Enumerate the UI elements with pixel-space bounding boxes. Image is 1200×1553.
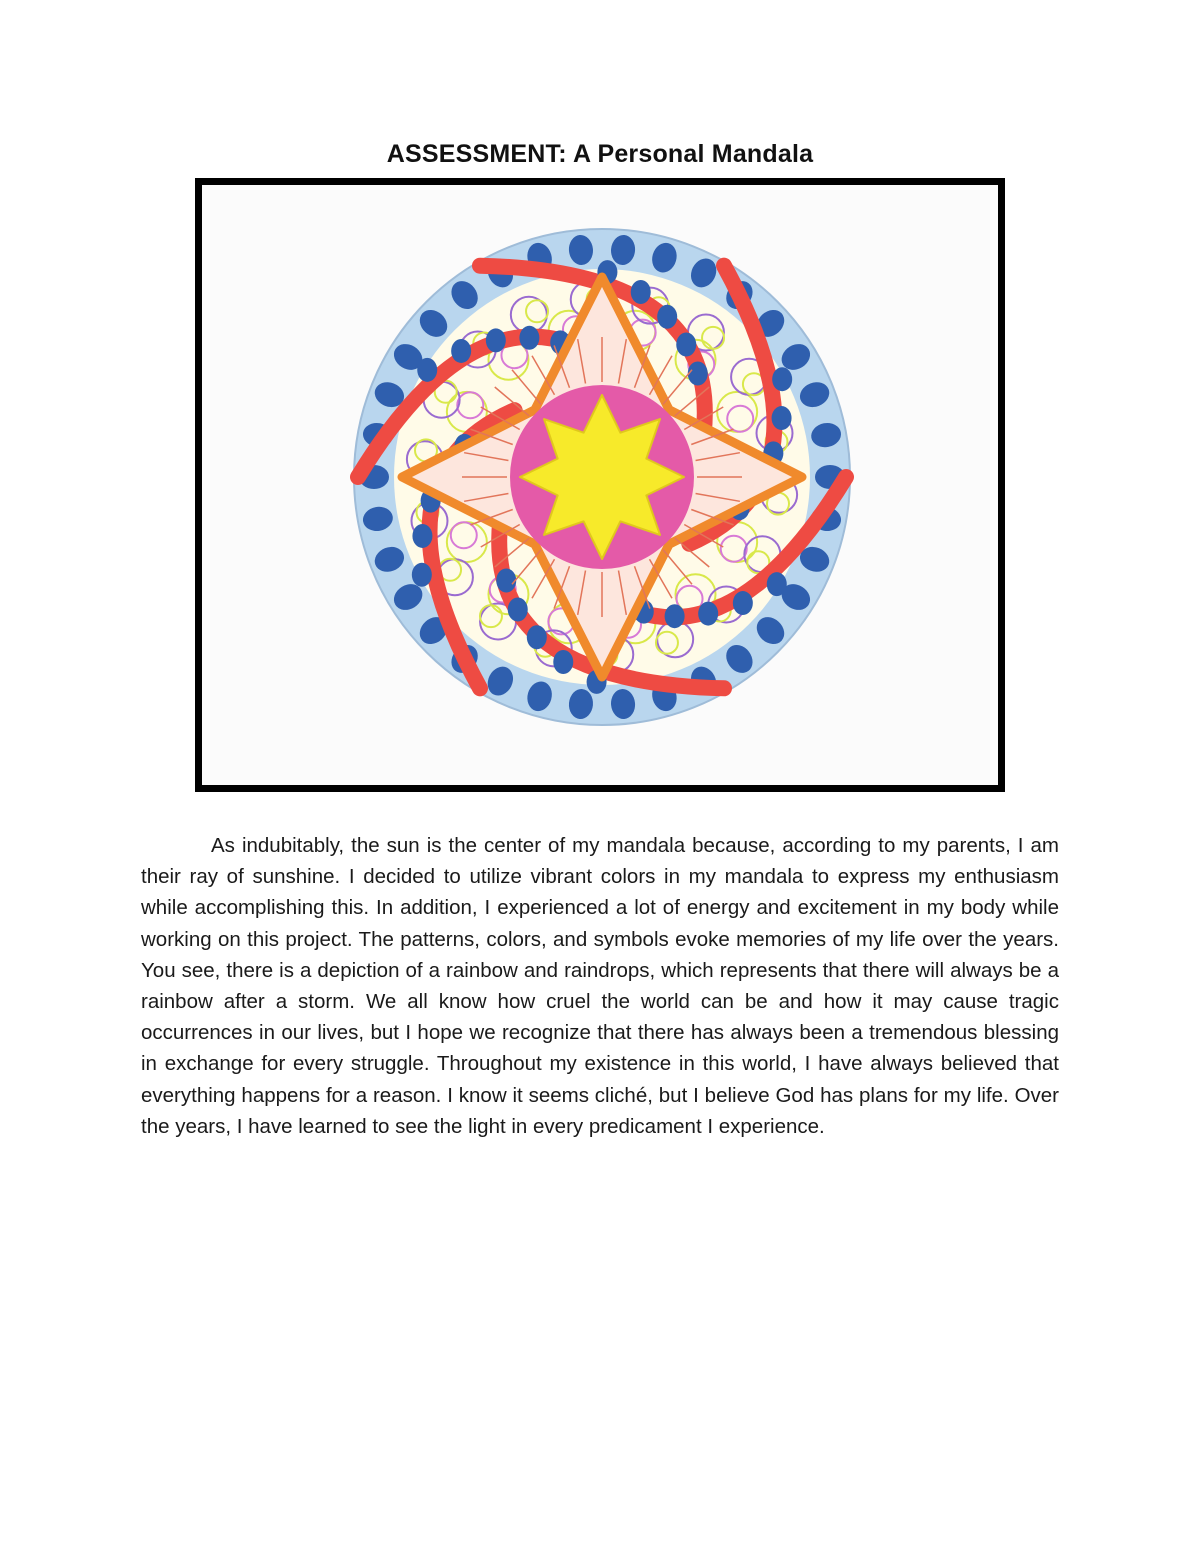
raindrop-icon xyxy=(412,563,432,587)
raindrop-icon xyxy=(508,597,528,621)
raindrop-icon xyxy=(772,367,792,391)
raindrop-icon xyxy=(676,333,696,357)
raindrop-icon xyxy=(631,280,651,304)
mandala-figure-frame xyxy=(195,178,1005,792)
raindrop-icon xyxy=(688,361,708,385)
body-paragraph: As indubitably, the sun is the center of my mandala because, according to my parents, I am their ray of sunshine. I decided to utilize vibrant colors in my mandala to express my enthusiasm while accomplishing this. In addition, I experienced a lot of energy and excitement in my body while working on this project. The patterns, colors, and symbols evoke memories of my life over the years. You see, there is a depiction of a rainbow and raindrops, which represents that there will always be a rainbow after a storm. We all know how cruel the world can be and how it may cause tragic occurrences in our lives, but I hope we recognize that there has always been a tremendous blessing in exchange for every struggle. Throughout my existence in this world, I have always believed that everything happens for a reason. I know it seems cliché, but I believe God has plans for my life. Over the years, I have learned to see the light in every predicament I experience. xyxy=(141,834,1059,1138)
raindrop-icon xyxy=(657,305,677,329)
raindrop-icon xyxy=(519,326,539,350)
raindrop-icon xyxy=(733,591,753,615)
raindrop-icon xyxy=(772,406,792,430)
raindrop-icon xyxy=(496,569,516,593)
page-title: ASSESSMENT: A Personal Mandala xyxy=(386,140,814,168)
mandala-drawing xyxy=(202,185,998,785)
raindrop-icon xyxy=(412,524,432,548)
sun-icon xyxy=(520,395,684,559)
raindrop-icon xyxy=(665,604,685,628)
raindrop-icon xyxy=(451,339,471,363)
raindrop-icon xyxy=(486,328,506,352)
raindrop-icon xyxy=(527,625,547,649)
raindrop-icon xyxy=(553,650,573,674)
raindrop-icon xyxy=(417,358,437,382)
raindrop-icon xyxy=(698,602,718,626)
raindrop-icon xyxy=(767,572,787,596)
